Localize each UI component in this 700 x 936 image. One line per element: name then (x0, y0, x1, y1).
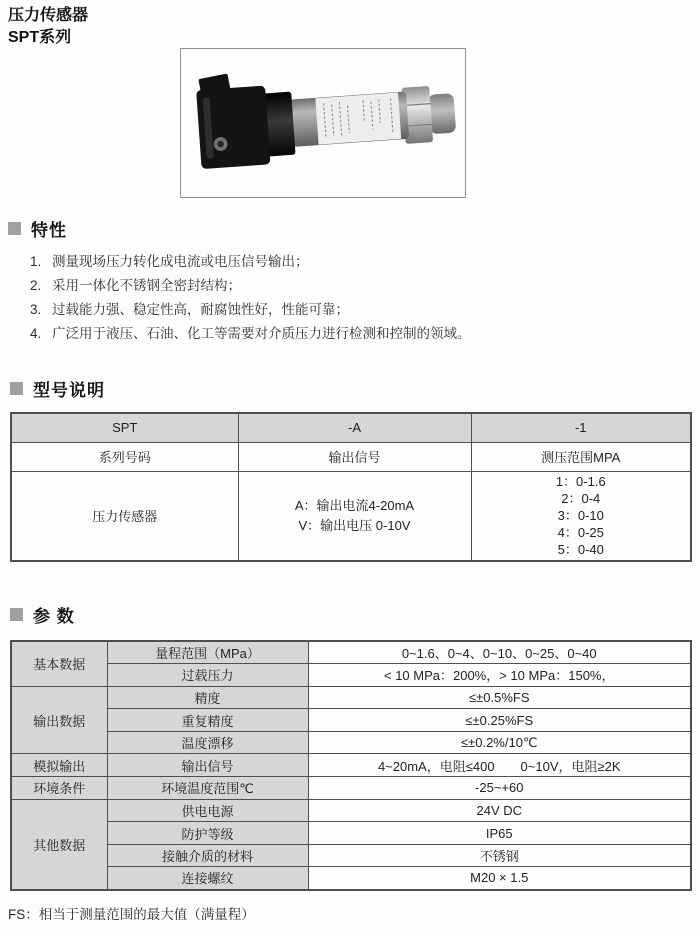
table-row (11, 442, 691, 471)
table-row (11, 471, 691, 561)
param-label: 温度漂移 (107, 731, 308, 754)
item-number: 3. (30, 302, 42, 317)
item-text: 测量现场压力转化成电流或电压信号输出； (52, 254, 309, 269)
page-title (8, 5, 88, 49)
item-text: 采用一体化不锈钢全密封结构； (52, 278, 241, 293)
model-label-output: 输出信号 (238, 442, 471, 471)
output-option: V：输出电压 0-10V (298, 517, 411, 533)
table-row (11, 754, 691, 777)
section-bullet-icon (10, 608, 23, 621)
model-range-options (471, 471, 691, 561)
fs-footnote: FS：相当于测量范围的最大值（满量程） (8, 907, 255, 922)
table-row (11, 664, 691, 687)
param-label: 量程范围（MPa） (107, 641, 308, 664)
param-value: ≤±0.2%/10℃ (308, 731, 691, 754)
item-number: 1. (30, 254, 42, 269)
model-code-series: SPT (11, 413, 238, 442)
model-series-name: 压力传感器 (11, 471, 238, 561)
section-bullet-icon (8, 222, 21, 235)
model-output-options (238, 471, 471, 561)
table-row (11, 777, 691, 800)
section-model (10, 376, 690, 562)
param-label: 重复精度 (107, 709, 308, 732)
params-table (10, 640, 692, 891)
param-value: M20 × 1.5 (308, 867, 691, 890)
table-row (11, 822, 691, 845)
range-option: 4：0-25 (557, 525, 604, 541)
param-value: 不锈钢 (308, 844, 691, 867)
features-heading-label: 特性 (31, 221, 67, 240)
item-number: 2. (30, 278, 42, 293)
series-name: SPT系列 (8, 29, 72, 46)
param-value: 24V DC (308, 799, 691, 822)
item-number: 4. (30, 326, 42, 341)
param-group: 其他数据 (11, 799, 107, 889)
list-item (8, 298, 668, 322)
model-code-range: -1 (471, 413, 691, 442)
param-label: 精度 (107, 686, 308, 709)
param-label: 环境温度范围℃ (107, 777, 308, 800)
param-value: 0~1.6、0~4、0~10、0~25、0~40 (308, 641, 691, 664)
item-text: 广泛用于液压、石油、化工等需要对介质压力进行检测和控制的领域。 (52, 326, 471, 341)
param-label: 接触介质的材料 (107, 844, 308, 867)
param-value: -25~+60 (308, 777, 691, 800)
table-row (11, 867, 691, 890)
params-heading-label: 参 数 (33, 607, 75, 626)
param-label: 连接螺纹 (107, 867, 308, 890)
section-params (10, 602, 690, 891)
model-label-series: 系列号码 (11, 442, 238, 471)
section-bullet-icon (10, 382, 23, 395)
param-value: IP65 (308, 822, 691, 845)
param-label: 过载压力 (107, 664, 308, 687)
param-group: 模拟输出 (11, 754, 107, 777)
item-text: 过载能力强、稳定性高，耐腐蚀性好，性能可靠； (52, 302, 349, 317)
param-group: 环境条件 (11, 777, 107, 800)
param-label: 输出信号 (107, 754, 308, 777)
table-row (11, 844, 691, 867)
model-label-range: 测压范围MPA (471, 442, 691, 471)
param-label: 防护等级 (107, 822, 308, 845)
model-heading-label: 型号说明 (33, 381, 105, 400)
model-code-output: -A (238, 413, 471, 442)
model-table (10, 412, 692, 562)
range-option: 2：0-4 (561, 491, 601, 507)
table-row (11, 731, 691, 754)
param-value: ≤±0.25%FS (308, 709, 691, 732)
params-heading (10, 602, 690, 627)
param-group: 基本数据 (11, 641, 107, 686)
section-features (8, 216, 668, 346)
product-photo-frame (180, 48, 466, 198)
table-row (11, 799, 691, 822)
list-item (8, 322, 668, 346)
param-value: 4~20mA，电阻≤400 0~10V，电阻≥2K (308, 754, 691, 777)
product-name: 压力传感器 (8, 7, 89, 24)
table-row (11, 413, 691, 442)
range-option: 3：0-10 (557, 508, 604, 524)
range-option: 5：0-40 (557, 542, 604, 558)
param-group: 输出数据 (11, 686, 107, 754)
features-list (8, 250, 668, 346)
list-item (8, 250, 668, 274)
output-option: A：输出电流4-20mA (294, 497, 415, 513)
model-heading (10, 376, 690, 401)
features-heading (8, 216, 668, 241)
table-row (11, 709, 691, 732)
param-value: ≤±0.5%FS (308, 686, 691, 709)
param-value: < 10 MPa：200%，> 10 MPa：150%， (308, 664, 691, 687)
list-item (8, 274, 668, 298)
range-option: 1：0-1.6 (555, 474, 606, 490)
table-row (11, 641, 691, 664)
table-row (11, 686, 691, 709)
pressure-sensor-image (182, 50, 464, 196)
param-label: 供电电源 (107, 799, 308, 822)
